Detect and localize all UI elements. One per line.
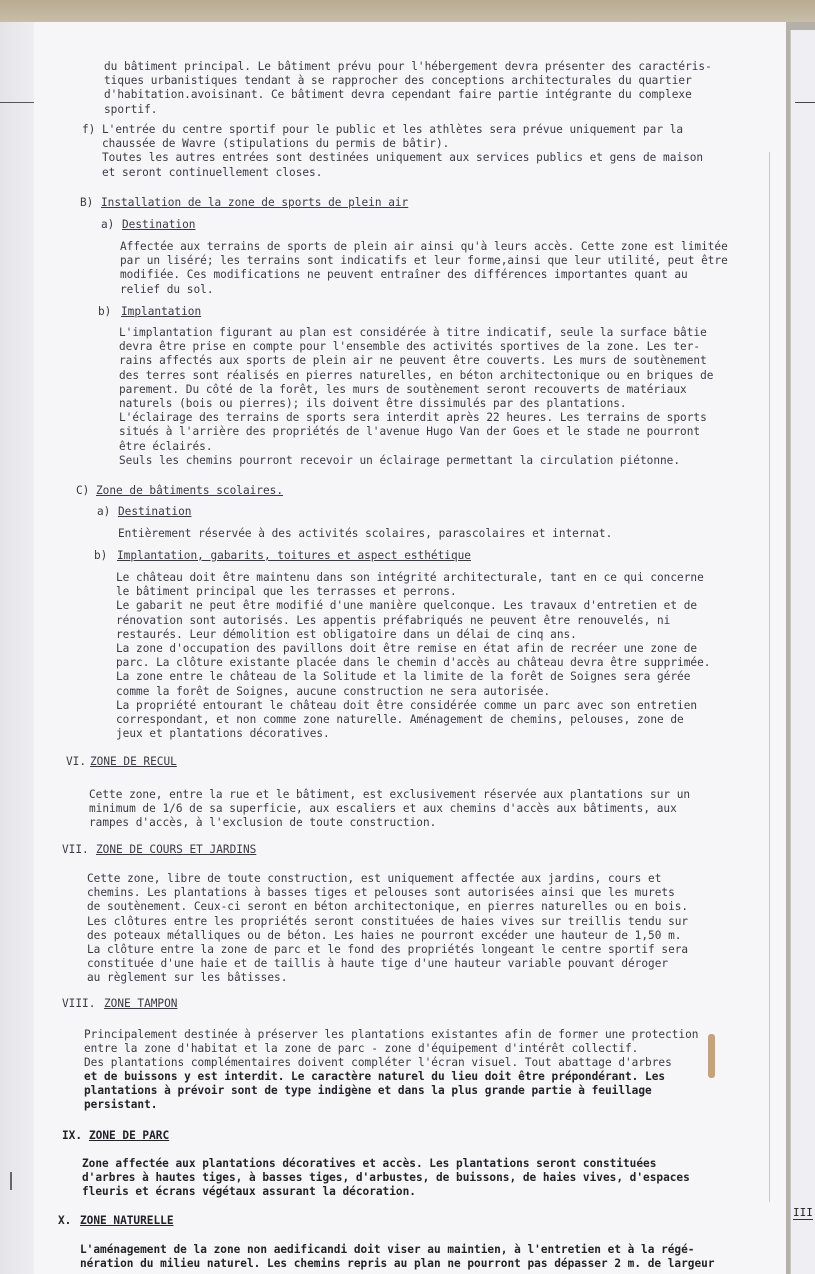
section-b-label: B) xyxy=(80,196,94,209)
section-ix-text: Zone affectée aux plantations décoratives et accès. Les plantations seront constituées d'arbres à hautes tiges, à basses tiges, d'arbustes, de buissons, de haies vives, d'espaces fleuris et écrans végétaux assurant la décoration. xyxy=(82,1157,690,1199)
section-c-a-title: Destination xyxy=(118,505,192,518)
intro-paragraph: du bâtiment principal. Le bâtiment prévu pour l'hébergement devra présenter des caractéris- tiques urbanistiques tendant à se rapprocher des conceptions architecturales du quartier d'habitation.avoisinant. Ce bâtiment devra cependant faire partie intégrante du complexe sportif. xyxy=(104,60,712,116)
item-f-text: L'entrée du centre sportif pour le public et les athlètes sera prévue uniquement par la chaussée de Wavre (stipulations du permis de bâtir). Toutes les autres entrées sont destinées uniquement aux services publics et gens de maison et seront continuellement closes. xyxy=(102,123,704,179)
section-b-a-title: Destination xyxy=(122,218,196,231)
section-c-a-text: Entièrement réservée à des activités scolaires, parascolaires et internat. xyxy=(118,527,613,540)
section-b-title: Installation de la zone de sports de plein air xyxy=(101,196,409,209)
right-margin-line xyxy=(769,152,770,1202)
section-ix-title: ZONE DE PARC xyxy=(89,1129,170,1142)
margin-mark xyxy=(10,1172,12,1190)
section-ix-number: IX. xyxy=(62,1129,83,1142)
section-x-title: ZONE NATURELLE xyxy=(80,1214,174,1227)
section-c-a-label: a) xyxy=(97,505,111,518)
section-x-text: L'aménagement de la zone non aedificandi doit viser au maintien, à l'entretien et à la régé- nération du milieu naturel. Les chemins repris au plan ne pourront pas dépasser 2 m. de largeur xyxy=(80,1243,715,1271)
section-viii-text-bold: et de buissons y est interdit. Le caractère naturel du lieu doit être prépondérant. Les plantations à prévoir sont de type indigène et dans la plus grande partie à feuillage persistant. xyxy=(84,1070,666,1112)
section-b-b-text: L'implantation figurant au plan est considérée à titre indicatif, seule la surface bâtie devra être prise en compte pour l'ensemble des activités sportives de la zone. Les ter- rains affectés aux sports de plein air ne peuvent être couverts. Les murs de soutènement des terres sont réalisés en pierres naturelles, en béton architectonique ou en briques de parement. Du côté de la forêt, les murs de soutènement seront recouverts de matériaux naturels (bois ou pierres); ils doivent être dissimulés par des plantations. L'éclairage des terrains de sports sera interdit après 22 heures. Les terrains de sports situés à l'arrière des propriétés de l'avenue Hugo Van der Goes et le stade ne pourront être éclairés. Seuls les chemins pourront recevoir un éclairage permettant la circulation piétonne. xyxy=(119,326,714,467)
item-f-label: f) xyxy=(82,123,96,136)
section-c-b-text: Le château doit être maintenu dans son intégrité architecturale, tant en ce qui concerne le bâtiment principal que les terrasses et perrons. Le gabarit ne peut être modifié d'une manière quelconque. Les travaux d'entretien et de rénovation sont autorisés. Les appentis préfabriqués ne peuvent être renouvelés, ni restaurés. Leur démolition est obligatoire dans un délai de cinq ans. La zone d'occupation des pavillons doit être remise en état afin de recréer une zone de parc. La clôture existante placée dans le chemin d'accès au château devra être supprimée. La zone entre le château de la Solitude et la limite de la forêt de Soignes sera gérée comme la forêt de Soignes, aucune construction ne sera autorisée. La propriété entourant le château doit être considérée comme un parc avec son entretien correspondant, et non comme zone naturelle. Aménagement de chemins, pelouses, zone de jeux et plantations décoratives. xyxy=(116,571,711,741)
section-c-b-label: b) xyxy=(94,549,108,562)
next-page-rule xyxy=(795,102,815,103)
section-c-b-title: Implantation, gabarits, toitures et aspect esthétique xyxy=(117,549,471,562)
section-viii-number: VIII. xyxy=(62,997,96,1010)
previous-page-edge xyxy=(0,22,35,1274)
section-viii-text: Principalement destinée à préserver les plantations existantes afin de former une protection entre la zone d'habitat et la zone de parc - zone d'équipement d'intérêt collectif. Des plantations complémentaires doivent compléter l'écran visuel. Tout abattage d'arbres xyxy=(84,1028,699,1070)
section-vi-number: VI. xyxy=(66,755,87,768)
section-vii-text: Cette zone, libre de toute construction, est uniquement affectée aux jardins, cours et chemins. Les plantations à basses tiges et pelouses sont autorisées ainsi que les murets de soutènement. Ceux-ci seront en béton architectonique, en pierres naturelles ou en bois. Les clôtures entre les propriétés seront constituées de haies vives sur treillis tendu sur des poteaux métalliques ou de béton. Les haies ne pourront excéder une hauteur de 1,50 m. La clôture entre la zone de parc et le fond des propriétés longeant le centre sportif sera constituée d'une haie et de taillis à haute tige d'une hauteur variable pouvant déroger au règlement sur les bâtisses. xyxy=(87,872,689,985)
section-b-a-text: Affectée aux terrains de sports de plein air ainsi qu'à leurs accès. Cette zone est limitée par un liséré; les terrains sont indicatifs et leur forme,ainsi que leur utilité, peut être modifiée. Ces modifications ne peuvent entraîner des différences importantes quant au relief du sol. xyxy=(120,240,728,296)
next-page-edge xyxy=(790,30,815,1274)
section-c-label: C) xyxy=(76,484,90,497)
paper-clip-stain xyxy=(708,1034,715,1078)
next-page-section-number: III xyxy=(793,1206,813,1219)
section-b-b-label: b) xyxy=(98,305,112,318)
section-vii-number: VII. xyxy=(62,843,89,856)
section-viii-title: ZONE TAMPON xyxy=(104,997,178,1010)
margin-rule xyxy=(0,102,34,103)
section-b-b-title: Implantation xyxy=(121,305,202,318)
section-vi-title: ZONE DE RECUL xyxy=(90,755,177,768)
section-x-number: X. xyxy=(58,1214,72,1227)
section-c-title: Zone de bâtiments scolaires. xyxy=(96,484,284,497)
section-b-a-label: a) xyxy=(101,218,115,231)
scanner-background-top xyxy=(0,0,815,22)
document-page xyxy=(34,22,786,1274)
section-vii-title: ZONE DE COURS ET JARDINS xyxy=(96,843,257,856)
section-vi-text: Cette zone, entre la rue et le bâtiment, est exclusivement réservée aux plantations sur un minimum de 1/6 de sa superficie, aux escaliers et aux chemins d'accès aux bâtiments, aux rampes d'accès, à l'exclusion de toute construction. xyxy=(89,788,691,830)
